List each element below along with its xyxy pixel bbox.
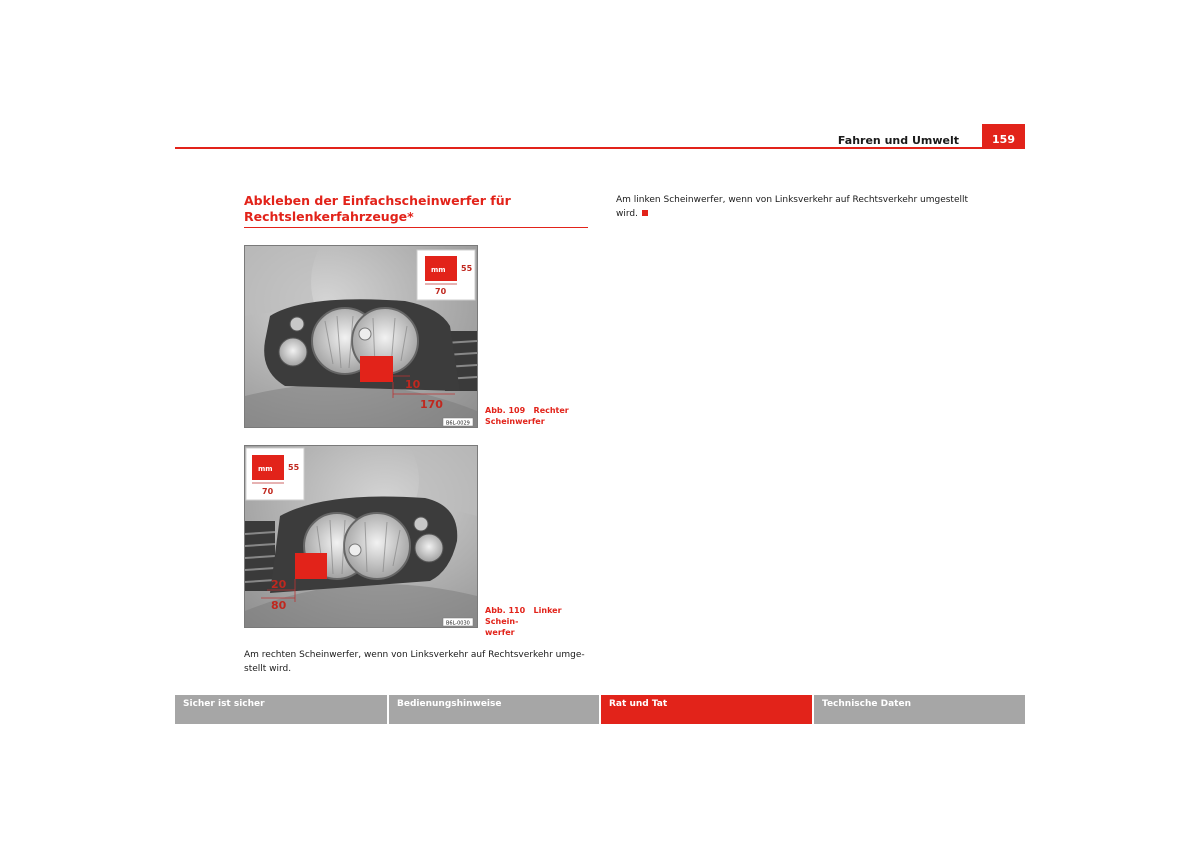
masking-sticker xyxy=(360,356,393,382)
right-paragraph-line-2: wird. xyxy=(616,209,638,219)
right-paragraph-line-1: Am linken Scheinwerfer, wenn von Linksverkehr auf Rechtsverkehr umgestellt xyxy=(616,195,969,205)
nav-tab-technische-daten[interactable]: Technische Daten xyxy=(814,695,1025,724)
sticker-size-legend xyxy=(246,448,304,500)
masking-sticker xyxy=(295,553,327,579)
legend-width: 70 xyxy=(435,287,447,296)
legend-width: 70 xyxy=(262,487,274,496)
figure-109-caption xyxy=(485,405,595,427)
caption-text-1: Linker Schein- xyxy=(485,606,562,626)
page-number: 159 xyxy=(982,124,1025,148)
fog-lamp xyxy=(279,338,307,366)
nav-tab-sicher-ist-sicher[interactable]: Sicher ist sicher xyxy=(175,695,387,724)
bulb-center xyxy=(349,544,361,556)
right-paragraph xyxy=(616,193,976,221)
small-lamp xyxy=(414,517,428,531)
caption-text-1: Rechter xyxy=(533,406,569,415)
legend-unit: mm xyxy=(258,465,273,473)
caption-label: Abb. 109 xyxy=(485,406,526,415)
legend-height: 55 xyxy=(288,463,300,472)
end-of-section-marker xyxy=(642,210,648,216)
figure-right-headlight xyxy=(244,245,478,428)
nav-tab-bedienungshinweise[interactable]: Bedienungshinweise xyxy=(389,695,599,724)
caption-text-2: werfer xyxy=(485,628,515,637)
caption-text-2: Scheinwerfer xyxy=(485,417,545,426)
figure-left-headlight xyxy=(244,445,478,628)
section-title: Fahren und Umwelt xyxy=(837,134,959,147)
heading-line-1: Abkleben der Einfachscheinwerfer für xyxy=(244,193,511,208)
legend-unit: mm xyxy=(431,266,446,274)
image-code: B6L-0030 xyxy=(446,620,470,627)
small-lamp xyxy=(290,317,304,331)
left-paragraph xyxy=(244,648,589,676)
legend-height: 55 xyxy=(461,264,473,273)
dim-offset-vertical: 20 xyxy=(271,578,287,591)
dim-offset-horizontal: 170 xyxy=(420,398,443,411)
caption-label: Abb. 110 xyxy=(485,606,526,615)
left-paragraph-line-1: Am rechten Scheinwerfer, wenn von Linksverkehr auf Rechtsverkehr umge- xyxy=(244,650,585,660)
sticker-size-legend xyxy=(417,250,475,300)
nav-tab-rat-und-tat[interactable]: Rat und Tat xyxy=(601,695,812,724)
heading-divider xyxy=(244,227,588,228)
image-code: B6L-0029 xyxy=(446,420,470,427)
heading-line-2: Rechtslenkerfahrzeuge* xyxy=(244,209,414,224)
header-divider xyxy=(175,147,1025,149)
figure-110-caption xyxy=(485,605,595,638)
page-heading xyxy=(244,193,589,225)
dim-offset-vertical: 10 xyxy=(405,378,421,391)
fog-lamp xyxy=(415,534,443,562)
bulb-center xyxy=(359,328,371,340)
left-paragraph-line-2: stellt wird. xyxy=(244,664,292,674)
dim-offset-horizontal: 80 xyxy=(271,599,287,612)
